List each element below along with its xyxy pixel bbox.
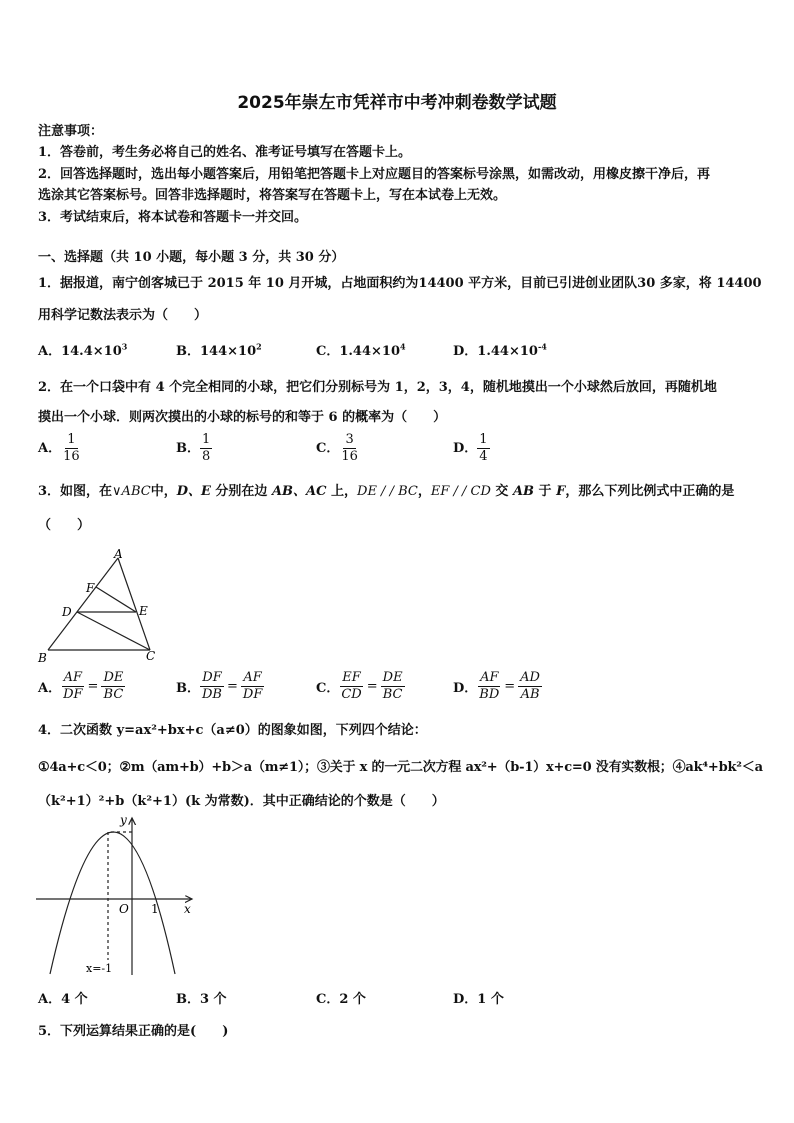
notice-item-1: 1．答卷前，考生务必将自己的姓名、准考证号填写在答题卡上。 [38,145,412,160]
notice-item-3: 3．考试结束后，将本试卷和答题卡一并交回。 [38,210,308,225]
label-c: C [146,649,156,663]
label-origin: O [119,902,129,916]
q1-option-b[interactable]: B．$144\times 10^2$ [176,341,262,359]
q4-stem-line1: 4．二次函数 y=ax²+bx+c（a≠0）的图象如图，下列四个结论： [38,723,427,738]
fraction: $\frac{AD}{AB}$ [520,670,540,702]
q2-stem-line2: 摸出一个小球．则两次摸出的小球的标号的和等于 6 的概率为（ ） [38,410,447,425]
q4-stem-line3: （k²+1）²+b（k²+1）(k 为常数)．其中正确结论的个数是（ ） [38,794,445,809]
fraction: $\frac{1}{8}$ [202,432,211,464]
label-x: x [184,902,191,916]
q1-stem-line2: 用科学记数法表示为（ ） [38,308,208,323]
q2-stem-line1: 2．在一个口袋中有 4 个完全相同的小球，把它们分别标号为 1，2，3，4，随机地摸出一个小球然后放回，再随机地 [38,380,717,395]
q2-option-d[interactable]: D． $\frac{1}{4}$ [453,432,488,464]
q1-stem-line1: 1．据报道，南宁创客城已于 2015 年 10 月开城，占地面积约为14400 平方米，目前已引进创业团队30 多家，将 14400 [38,276,762,291]
q2-option-c[interactable]: C． $\frac{3}{16}$ [316,432,358,464]
fraction: $\frac{AF}{BD}$ [479,670,500,702]
q3-triangle-figure [34,546,164,666]
label-y: y [120,813,127,827]
fraction: $\frac{AF}{DF}$ [63,670,83,702]
page-title: 2025年崇左市凭祥市中考冲刺卷数学试题 [237,93,557,113]
q4-stem-line2: ①4a+c＜0；②m（am+b）+b＞a（m≠1）；③关于 x 的一元二次方程 ax²+（b-1）x+c=0 没有实数根；④ak⁴+bk²＜a [38,760,763,775]
fraction: $\frac{DF}{DB}$ [202,670,222,702]
fraction: $\frac{EF}{CD}$ [341,670,362,702]
q5-stem-line1: 5．下列运算结果正确的是( ) [38,1024,229,1039]
q4-option-a[interactable]: A．4 个 [38,992,88,1007]
q1-option-c[interactable]: C．$1.44\times 10^4$ [316,341,406,359]
q3-option-a[interactable]: A． $\frac{AF}{DF}$ = $\frac{DE}{BC}$ [38,670,124,702]
fraction: $\frac{AF}{DF}$ [242,670,263,702]
q3-option-b[interactable]: B． $\frac{DF}{DB}$ = $\frac{AF}{DF}$ [176,670,263,702]
fraction: $\frac{1}{4}$ [479,432,488,464]
q1-option-a[interactable]: A．$14.4\times 10^3$ [38,341,128,359]
q4-option-c[interactable]: C．2 个 [316,992,366,1007]
q4-parabola-figure [34,810,202,978]
fraction: $\frac{DE}{BC}$ [382,670,403,702]
label-d: D [62,605,72,619]
label-b: B [38,651,47,665]
label-one: 1 [151,902,159,916]
section-heading: 一、选择题（共 10 小题，每小题 3 分，共 30 分） [38,250,345,265]
q3-option-d[interactable]: D． $\frac{AF}{BD}$ = $\frac{AD}{AB}$ [453,670,540,702]
label-a: A [114,547,123,561]
notice-heading: 注意事项： [38,124,104,139]
q3-stem-line2: （ ） [38,518,91,533]
notice-item-2: 2．回答选择题时，选出每小题答案后，用铅笔把答题卡上对应题目的答案标号涂黑，如需改动，用橡皮擦干净后，再 [38,167,711,182]
fraction: $\frac{3}{16}$ [341,432,358,464]
q3-stem-line1: 3．如图，在∨ABC中，D、E 分别在边 AB、AC 上，DE / / BC，EF / / CD 交 AB 于 F，那么下列比例式中正确的是 [38,484,735,499]
fraction: $\frac{1}{16}$ [63,432,80,464]
q1-option-d[interactable]: D．$1.44\times 10^{-4}$ [453,341,547,359]
q2-option-a[interactable]: A． $\frac{1}{16}$ [38,432,80,464]
q3-option-c[interactable]: C． $\frac{EF}{CD}$ = $\frac{DE}{BC}$ [316,670,403,702]
q4-option-b[interactable]: B．3 个 [176,992,227,1007]
label-e: E [139,604,148,618]
label-axis-of-symmetry: x=-1 [86,962,113,975]
q4-option-d[interactable]: D．1 个 [453,992,504,1007]
notice-item-2-continued: 选涂其它答案标号。回答非选择题时，将答案写在答题卡上，写在本试卷上无效。 [38,188,507,203]
q2-option-b[interactable]: B． $\frac{1}{8}$ [176,432,211,464]
label-f: F [86,581,95,595]
fraction: $\frac{DE}{BC}$ [103,670,124,702]
